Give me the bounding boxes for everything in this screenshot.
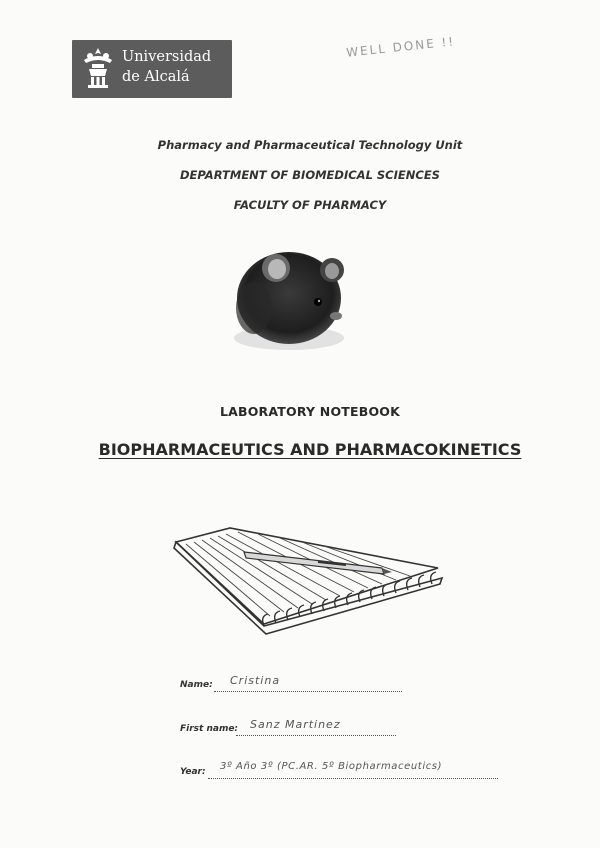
year-field — [180, 761, 510, 783]
name-label: Name: — [180, 680, 213, 690]
name-field — [180, 674, 410, 696]
logo-text-line-1: Universidad — [122, 49, 212, 65]
first-name-label: First name: — [180, 724, 239, 734]
university-logo — [72, 40, 232, 98]
mouse-photo — [224, 238, 354, 358]
first-name-field — [180, 718, 410, 740]
year-label: Year: — [180, 767, 206, 777]
course-title-text: BIOPHARMACEUTICS AND PHARMACOKINETICS — [98, 440, 522, 459]
notebook-title: LABORATORY NOTEBOOK — [219, 404, 401, 419]
faculty-heading: FACULTY OF PHARMACY — [233, 198, 387, 212]
notebook-illustration — [168, 512, 450, 640]
year-value: 3º Año 3º (PC.AR. 5º Biopharmaceutics) — [220, 761, 443, 772]
crest-icon — [80, 46, 116, 90]
department-heading: DEPARTMENT OF BIOMEDICAL SCIENCES — [180, 168, 440, 182]
course-title — [10, 440, 600, 459]
handwritten-note: WELL DONE !! — [345, 34, 456, 60]
name-value: Cristina — [230, 674, 281, 687]
first-name-value: Sanz Martinez — [250, 718, 341, 731]
unit-heading: Pharmacy and Pharmaceutical Technology Unit — [157, 138, 463, 152]
logo-text-line-2: de Alcalá — [122, 69, 190, 85]
